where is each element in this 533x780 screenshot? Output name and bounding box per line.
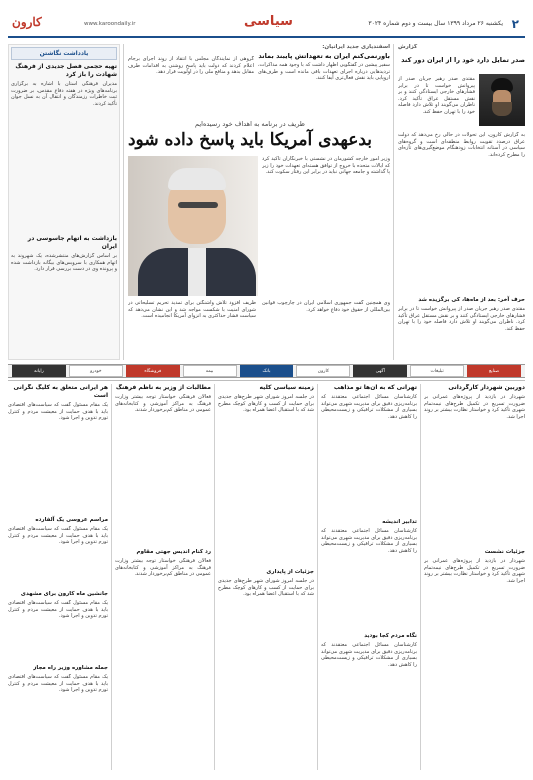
bottom-col-2-body: کارشناسان مسائل اجتماعی معتقدند که برنامه‌ریزی دقیق برای مدیریت شهری می‌تواند بسیاری از مشکلات ترافیکی و زیست‌محیطی را کاهش دهد. xyxy=(321,394,417,420)
bottom-col-1-headline[interactable]: دوربین شهردار کارگردانی xyxy=(448,384,525,391)
right-body-1-continued: مقتدی صدر رهبر جریان صدر از پیروانش خواست تا در برابر فشارهای خارجی ایستادگی کنند و بر نقش مستقل عراق تأکید کرد. ناظران می‌گویند او تلاش دارد فاصله خود را با تهران حفظ کند. xyxy=(398,306,525,332)
main-body-3: وی همچنین گفت جمهوری اسلامی ایران در چارچوب قوانین بین‌المللی از حقوق خود دفاع خواهد کرد. xyxy=(262,300,390,313)
bottom-subhead-d: جمله مشاوره وزیر راه مجاز xyxy=(33,665,108,671)
ad-item[interactable]: رایانه xyxy=(12,365,66,377)
bottom-subhead-b: تدابیر اندیشه xyxy=(382,519,417,525)
advertisement-strip xyxy=(8,364,525,378)
bottom-col-3-headline[interactable]: زمینه سیاسی کلیه xyxy=(259,384,314,391)
bottom-column-1 xyxy=(424,384,525,770)
beard-shape xyxy=(492,102,512,116)
right-subhead: حرف آخر: بعد از ماه‌ها، کی برگزیده شد xyxy=(418,297,525,303)
column-divider xyxy=(214,384,215,770)
page-number: ۲ xyxy=(511,17,519,31)
ad-item[interactable]: خودرو xyxy=(69,365,123,377)
top-middle-story xyxy=(258,44,390,114)
bottom-col-1-body-continued: شهردار در بازدید از پروژه‌های عمرانی بر ضرورت تسریع در تکمیل طرح‌های نیمه‌تمام شهری تأکید کرد و خواستار نظارت بیشتر بر روند اجرا شد. xyxy=(424,558,525,584)
bottom-column-2 xyxy=(321,384,417,770)
minister-photo xyxy=(128,156,258,296)
column-divider xyxy=(111,384,112,770)
bottom-col-3-body-continued: در جلسه امروز شورای شهر طرح‌های جدیدی برای حمایت از کسب و کارهای کوچک مطرح شد که با استقبال اعضا همراه بود. xyxy=(218,578,314,598)
left-body-1: مدیران فرهنگی استان با اشاره به برگزاری برنامه‌های ویژه در هفته دفاع مقدس، بر ضرورت ثبت خاطرات رزمندگان و انتقال آن به نسل جوان تأکید کردند. xyxy=(11,81,117,107)
bottom-subhead-c: جانشین ماه کارون برای مشهدی xyxy=(20,591,108,597)
right-body-1: مقتدی صدر رهبر جریان صدر از پیروانش خواست تا در برابر فشارهای خارجی ایستادگی کنند و بر نقش مستقل عراق تأکید کرد. ناظران می‌گویند او تلاش دارد فاصله خود را با تهران حفظ کند. xyxy=(398,76,475,115)
bottom-subhead-g: نگاه مردم کجا بودید xyxy=(364,633,417,639)
ad-item[interactable]: فروشگاه xyxy=(126,365,180,377)
top-middle-body: سفیر پیشین در گفتگویی اظهار داشت که با وجود همه مذاکرات، تردیدهایی درباره اجرای تعهدات باقی مانده است و طرف‌های اروپایی باید نقش فعال‌تری ایفا کنند. xyxy=(258,62,390,82)
right-column xyxy=(398,44,525,360)
top-left-body: گروهی از نمایندگان مجلس با انتقاد از روند اجرای برجام اعلام کردند که دولت باید پاسخ روشنی به اقدامات طرف مقابل بدهد و منافع ملی را در اولویت قرار دهد. xyxy=(128,56,254,76)
top-middle-kicker: اسفندیاری جدید ایرانیان: xyxy=(322,44,390,50)
left-sidebar-kicker: یادداشت نگاشتن xyxy=(11,47,117,60)
bottom-subhead-e: رد کنام اندیس جهتی مقاوم xyxy=(136,549,211,555)
newspaper-logo: کارون xyxy=(12,15,42,29)
bottom-column-5 xyxy=(8,384,108,770)
bottom-col-5-body-continued: یک مقام مسئول گفت که سیاست‌های اقتصادی باید با هدف حمایت از معیشت مردم و کنترل تورم تدوین و اجرا شود. xyxy=(8,674,108,694)
section-title: سیاسی xyxy=(244,14,293,29)
ad-item[interactable]: کارون xyxy=(296,365,350,377)
main-headline[interactable]: بدعهدی آمریکا باید پاسخ داده شود xyxy=(127,130,373,150)
column-divider xyxy=(123,44,124,360)
glasses-shape xyxy=(178,202,218,208)
right-kicker: گزارش xyxy=(398,44,418,50)
main-body-1: وزیر امور خارجه کشورمان در نشستی با خبرنگاران تأکید کرد که ایالات متحده با خروج از توافق هسته‌ای تعهدات خود را زیر پا گذاشته و جامعه جهانی نباید در برابر این رفتار سکوت کند. xyxy=(262,156,390,176)
bottom-col-2-body-continued: کارشناسان مسائل اجتماعی معتقدند که برنامه‌ریزی دقیق برای مدیریت شهری می‌تواند بسیاری از مشکلات ترافیکی و زیست‌محیطی را کاهش دهد. xyxy=(321,528,417,554)
bottom-col-5-body-continued: یک مقام مسئول گفت که سیاست‌های اقتصادی باید با هدف حمایت از معیشت مردم و کنترل تورم تدوین و اجرا شود. xyxy=(8,600,108,620)
website-url[interactable]: www.karoondaily.ir xyxy=(84,21,136,27)
right-headline[interactable]: صدر تمایل دارد خود را از ایران دور کند xyxy=(401,56,525,64)
bottom-subhead-a: جزئیات نشست xyxy=(484,549,525,555)
left-sidebar xyxy=(8,44,120,360)
bottom-col-2-body-continued: کارشناسان مسائل اجتماعی معتقدند که برنامه‌ریزی دقیق برای مدیریت شهری می‌تواند بسیاری از مشکلات ترافیکی و زیست‌محیطی را کاهش دهد. xyxy=(321,642,417,668)
bottom-col-1-body: شهردار در بازدید از پروژه‌های عمرانی بر ضرورت تسریع در تکمیل طرح‌های نیمه‌تمام شهری تأکید کرد و خواستار نظارت بیشتر بر روند اجرا شد. xyxy=(424,394,525,420)
left-headline-3[interactable]: بازداشت به اتهام جاسوسی در ایران xyxy=(27,235,117,250)
bottom-column-3 xyxy=(218,384,314,770)
bottom-col-5-body: یک مقام مسئول گفت که سیاست‌های اقتصادی باید با هدف حمایت از معیشت مردم و کنترل تورم تدوین و اجرا شود. xyxy=(8,402,108,422)
main-subheadline: ظریف در برنامه به اهداف خود رسیده‌ایم xyxy=(195,120,305,128)
bottom-col-4-headline[interactable]: مطالبات از وزیر به ناظم فرهنگ xyxy=(115,384,211,391)
cleric-photo xyxy=(479,74,525,126)
bottom-col-5-body-continued: یک مقام مسئول گفت که سیاست‌های اقتصادی باید با هدف حمایت از معیشت مردم و کنترل تورم تدوین و اجرا شود. xyxy=(8,526,108,546)
bottom-col-3-body: در جلسه امروز شورای شهر طرح‌های جدیدی برای حمایت از کسب و کارهای کوچک مطرح شد که با استقبال اعضا همراه بود. xyxy=(218,394,314,414)
ad-item[interactable]: تبلیغات xyxy=(410,365,464,377)
issue-date-line: یکشنبه ۲۶ مرداد ۱۳۹۹ سال بیست و دوم شماره ۳۰۲۴ xyxy=(368,20,503,27)
bottom-column-4 xyxy=(115,384,211,770)
left-body-2: بر اساس گزارش‌های منتشرشده، یک شهروند به اتهام همکاری با سرویس‌های بیگانه بازداشت شده و پرونده وی در دست بررسی قرار دارد. xyxy=(11,253,117,273)
ad-item[interactable]: صنایع xyxy=(467,365,521,377)
bottom-col-2-headline[interactable]: تهرانی که به آن‌ها تو مذاهب xyxy=(333,384,417,391)
bottom-col-4-body-continued: فعالان فرهنگی خواستار توجه بیشتر وزارت فرهنگ به مراکز آموزشی و کتابخانه‌های عمومی در مناطق کم‌برخوردار شدند. xyxy=(115,558,211,578)
ad-item[interactable]: آگهی xyxy=(353,365,407,377)
ad-item[interactable]: بانک xyxy=(240,365,294,377)
top-middle-headline[interactable]: باورنمی‌کنم ایران به تعهداتش پایبند بماند xyxy=(258,52,390,60)
column-divider xyxy=(420,384,421,770)
left-headline-2[interactable]: شهادت را باز کرد xyxy=(65,71,117,78)
ad-item[interactable]: بیمه xyxy=(183,365,237,377)
bottom-subhead-h: جزئیات از پایداری xyxy=(266,569,314,575)
bottom-col-4-body: فعالان فرهنگی خواستار توجه بیشتر وزارت فرهنگ به مراکز آموزشی و کتابخانه‌های عمومی در مناطق کم‌برخوردار شدند. xyxy=(115,394,211,414)
main-body-2: ظریف افزود تلاش واشنگتن برای تمدید تحریم تسلیحاتی در شورای امنیت با شکست مواجه شد و این نشان می‌دهد که سیاست فشار حداکثری به انزوای آمریکا انجامیده است. xyxy=(128,300,256,320)
shirt-shape xyxy=(188,248,206,296)
section-divider xyxy=(8,380,525,381)
hair-shape xyxy=(168,168,226,190)
column-divider xyxy=(317,384,318,770)
left-headline-1[interactable]: تهیه حجمی فصل جدیدی از فرهنگ xyxy=(15,63,117,70)
bottom-subhead-b: مراسم عروسی یک آلفارده xyxy=(35,517,108,523)
page-header xyxy=(8,14,525,38)
column-divider xyxy=(393,44,394,360)
bottom-col-5-headline[interactable]: هر ایرانی متعلق به کلیگ نگرانی است xyxy=(13,384,108,399)
right-body-2: به گزارش کارون، این تحولات در حالی رخ می‌دهد که دولت عراق درصدد تقویت روابط منطقه‌ای است و گروه‌های سیاسی در آستانه انتخابات زودهنگام موضع‌گیری‌های تازه‌ای را مطرح کرده‌اند. xyxy=(398,132,525,158)
